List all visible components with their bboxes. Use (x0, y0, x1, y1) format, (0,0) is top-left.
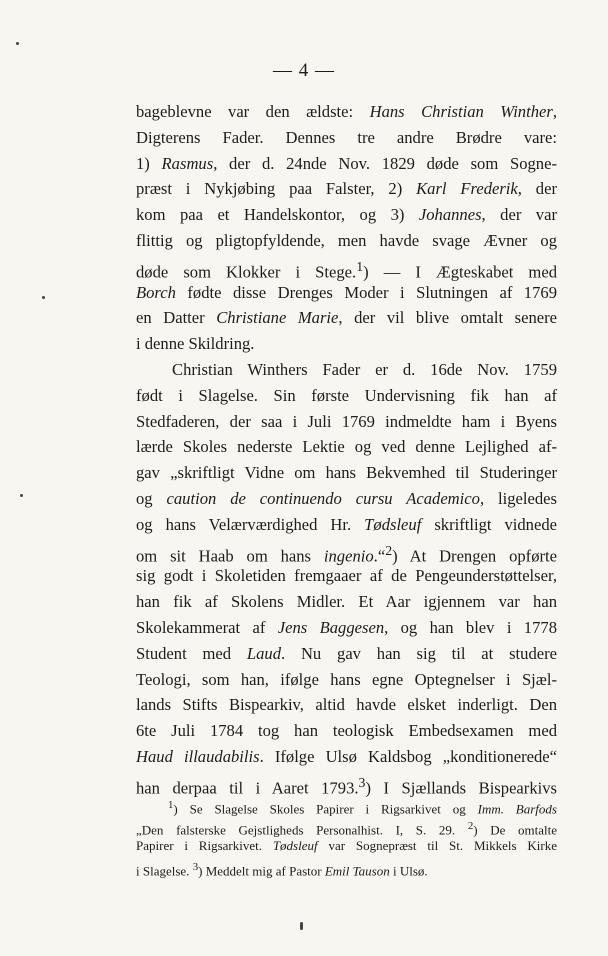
text-line: kom paa et Handelskontor, og 3) Johannes, der var (136, 205, 557, 225)
text-line: sig godt i Skoletiden fremgaaer af de Pengeunderstøttelser, (136, 566, 557, 586)
footnote-line: „Den falsterske Gejstligheds Personalhist. I, S. 29. $^2$) De omtalte (136, 819, 558, 837)
footnotes (136, 795, 557, 877)
text-line: Stedfaderen, der saa i Juli 1769 indmeldte ham i Byens (136, 411, 557, 431)
text-line: i denne Skildring. (136, 334, 255, 354)
text-line: Haud illaudabilis. Ifølge Ulsø Kaldsbog „konditionerede“ (136, 746, 557, 766)
text-line: 1) Rasmus, der d. 24nde Nov. 1829 døde som Sogne- (136, 153, 557, 173)
body-text (136, 99, 557, 796)
text-line: og caution de continuendo cursu Academico, ligeledes (136, 488, 557, 508)
text-line: Teologi, som han, ifølge hans egne Optegnelser i Sjæl- (136, 669, 557, 689)
text-line: bageblevne var den ældste: Hans Christian Winther, (136, 102, 557, 121)
speck-mark (16, 42, 19, 45)
text-line: født i Slagelse. Sin første Undervisning fik han af (136, 385, 557, 405)
text-line: Digterens Fader. Dennes tre andre Brødre vare: (136, 127, 557, 147)
speck-mark (20, 494, 23, 497)
text-line: Student med Laud. Nu gav han sig til at studere (136, 643, 557, 663)
text-line: døde som Klokker i Stege.$^1$) — I Ægteskabet med (136, 258, 558, 282)
text-line: Skolekammerat af Jens Baggesen, og han blev i 1778 (136, 617, 557, 637)
text-line: flittig og pligtopfyldende, men havde svage Ævner og (136, 230, 557, 250)
footnote-line: i Slagelse. $^3$) Meddelt mig af Pastor Emil Tauson i Ulsø. (136, 860, 428, 879)
text-line: gav „skriftligt Vidne om hans Bekvemhed til Studeringer (136, 463, 557, 483)
text-line: lærde Skoles nederste Lektie og ved denne Lejlighed af- (136, 437, 557, 457)
page-number: — 4 — (273, 60, 335, 81)
footnote-line: $^1$) Se Slagelse Skoles Papirer i Rigsarkivet og Imm. Barfods (168, 799, 557, 817)
text-line: han fik af Skolens Midler. Et Aar igjennem var han (136, 592, 557, 612)
speck-mark (42, 296, 45, 299)
footnote-line: Papirer i Rigsarkivet. Tødsleuf var Sognepræst til St. Mikkels Kirke (136, 838, 557, 854)
text-line: han derpaa til i Aaret 1793.$^3$) I Sjællands Bispearkivs (136, 774, 557, 798)
text-line: 6te Juli 1784 tog han teologisk Embedsexamen med (136, 721, 557, 741)
text-line: Christian Winthers Fader er d. 16de Nov. 1759 (172, 359, 557, 379)
text-line: en Datter Christiane Marie, der vil blive omtalt senere (136, 308, 557, 328)
text-line: lands Stifts Bispearkiv, altid havde elsket inderligt. Den (136, 695, 557, 715)
speck-mark (300, 922, 303, 930)
text-line: Borch fødte disse Drenges Moder i Slutningen af 1769 (136, 282, 557, 302)
text-line: og hans Velærværdighed Hr. Tødsleuf skriftligt vidnede (136, 514, 558, 534)
text-line: præst i Nykjøbing paa Falster, 2) Karl Frederik, der (136, 179, 557, 199)
text-line: om sit Haab om hans ingenio.“$^2$) At Drengen opførte (136, 542, 557, 566)
